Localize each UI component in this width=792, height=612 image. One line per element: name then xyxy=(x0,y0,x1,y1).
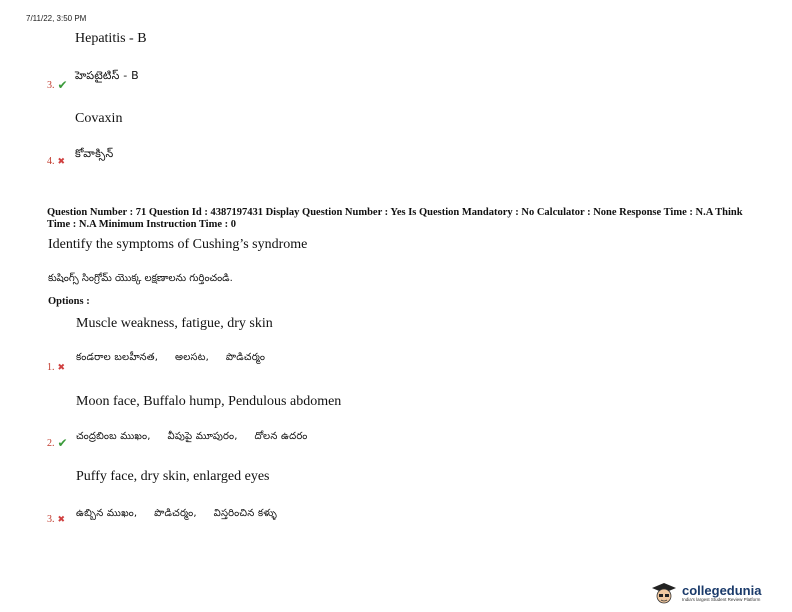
option-3-number xyxy=(47,514,65,525)
wrong-cross-icon: ✖ xyxy=(57,362,66,373)
option-2-number xyxy=(47,436,68,450)
question-text-telugu: కుషింగ్స్ సింగ్రోమ్ యొక్క లక్షణాలను గుర్తించండి. xyxy=(48,273,233,284)
option-2-telugu: చంద్రబింబ ముఖం, వీపుపై మూపురం, దోలన ఉదరం xyxy=(76,431,308,442)
brand-tagline: India's largest Student Review Platform xyxy=(682,597,761,602)
prev-option-4-number xyxy=(47,156,65,167)
option-number: 1. xyxy=(47,362,55,373)
prev-option-3-english: Hepatitis - B xyxy=(75,31,147,46)
prev-option-4-telugu: కోవాక్సిన్ xyxy=(75,147,114,160)
options-label: Options : xyxy=(48,296,90,307)
wrong-cross-icon: ✖ xyxy=(57,156,66,167)
option-2-english: Moon face, Buffalo hump, Pendulous abdomen xyxy=(76,394,342,409)
option-number: 3. xyxy=(47,79,55,91)
question-text-english: Identify the symptoms of Cushing’s syndrome xyxy=(48,237,308,252)
graduate-mascot-icon xyxy=(650,581,678,605)
collegedunia-logo xyxy=(650,581,761,605)
question-metadata: Question Number : 71 Question Id : 4387197431 Display Question Number : Yes Is Question Mandatory : No Calculator : None Response Time : N.A Think Time : N.A Minimum Instruction Time : 0 xyxy=(47,207,743,230)
option-3-telugu: ఉబ్బిన ముఖం, పొడిచర్మం, విస్తరించిన కళ్ళు xyxy=(76,508,278,519)
option-number: 4. xyxy=(47,156,55,167)
option-1-telugu: కండరాల బలహీనత, అలసట, పొడిచర్మం xyxy=(76,352,266,363)
prev-option-4-english: Covaxin xyxy=(75,111,123,126)
option-number: 2. xyxy=(47,437,55,449)
brand-name: collegedunia xyxy=(682,583,762,598)
correct-check-icon: ✔ xyxy=(57,436,68,450)
option-1-english: Muscle weakness, fatigue, dry skin xyxy=(76,316,273,331)
correct-check-icon: ✔ xyxy=(57,78,68,92)
print-timestamp: 7/11/22, 3:50 PM xyxy=(26,14,87,23)
option-3-english: Puffy face, dry skin, enlarged eyes xyxy=(76,469,270,484)
wrong-cross-icon: ✖ xyxy=(57,514,66,525)
prev-option-3-telugu: హెపటైటిస్ - B xyxy=(75,69,139,82)
prev-option-3-number xyxy=(47,78,68,92)
option-number: 3. xyxy=(47,514,55,525)
option-1-number xyxy=(47,362,65,373)
